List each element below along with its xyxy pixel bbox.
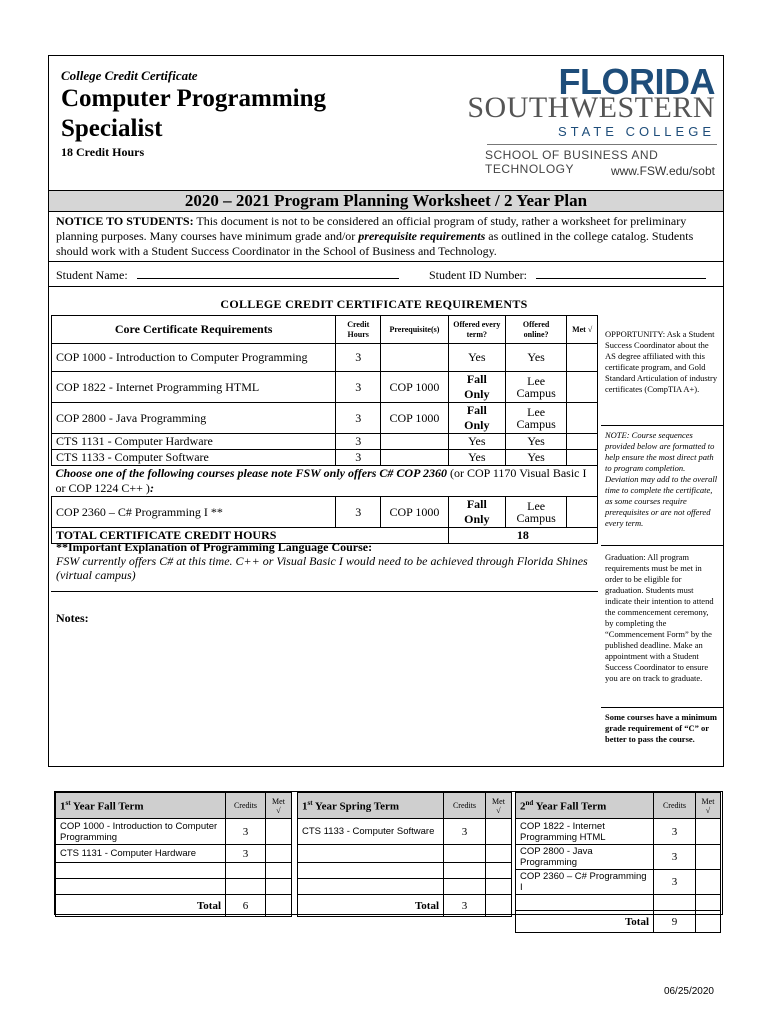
met-header: Met √: [696, 793, 721, 819]
met-checkbox[interactable]: [266, 819, 292, 845]
met-header: Met √: [486, 793, 512, 819]
table-row: [52, 434, 598, 450]
total-label: TOTAL CERTIFICATE CREDIT HOURS: [52, 528, 449, 544]
met-checkbox[interactable]: [486, 879, 512, 895]
course-term: Fall Only: [448, 403, 505, 434]
term-table: [55, 792, 292, 917]
term-course: COP 2360 – C# Programming I: [516, 870, 654, 895]
graduation-note: Graduation: All program requirements must be met in order to be eligible for graduation. Students must indicate their intention to attend the commencement ceremony, by completing the “Commencement Form” by the published deadline. Make an appointment with a Student Success Coordinator to ensure you are on track to graduate.: [601, 545, 723, 707]
credits-header: Credits: [226, 793, 266, 819]
term-credit: 3: [444, 819, 486, 845]
notes-label: Notes:: [56, 611, 89, 625]
term-title: 2nd Year Fall Term: [516, 793, 654, 819]
term-course: [516, 895, 654, 911]
table-row: [52, 497, 598, 528]
header-online: Offered online?: [505, 316, 566, 344]
logo-southwestern: SOUTHWESTERN: [467, 91, 715, 124]
met-checkbox[interactable]: [486, 895, 512, 917]
met-checkbox[interactable]: [266, 863, 292, 879]
met-checkbox[interactable]: [486, 863, 512, 879]
divider: [49, 261, 723, 262]
choose-emphasis: Choose one of the following courses please note FSW only offers C# COP 2360: [55, 466, 447, 480]
met-checkbox[interactable]: [567, 450, 598, 466]
course-name: COP 2800 - Java Programming: [52, 403, 336, 434]
course-term: Fall Only: [448, 497, 505, 528]
course-online: Lee Campus: [505, 497, 566, 528]
logo-divider: [487, 144, 717, 145]
credits-header: Credits: [654, 793, 696, 819]
term-credit: 3: [226, 845, 266, 863]
course-name: CTS 1131 - Computer Hardware: [52, 434, 336, 450]
course-online: Lee Campus: [505, 403, 566, 434]
term-total-label: Total: [516, 911, 654, 933]
course-term: Yes: [448, 434, 505, 450]
language-explanation: [56, 540, 596, 582]
term-credit: [654, 895, 696, 911]
term-credit: 3: [226, 819, 266, 845]
course-term: Fall Only: [448, 372, 505, 403]
met-checkbox[interactable]: [696, 819, 721, 845]
notice-label: NOTICE TO STUDENTS:: [56, 214, 194, 228]
term-course: [298, 845, 444, 863]
course-term: Yes: [448, 450, 505, 466]
footer-date: 06/25/2020: [663, 986, 714, 997]
course-prereq: [381, 344, 448, 372]
course-credit: 3: [336, 450, 381, 466]
met-checkbox[interactable]: [266, 879, 292, 895]
table-row: [52, 403, 598, 434]
term-table: [515, 792, 721, 933]
met-checkbox[interactable]: [567, 434, 598, 450]
course-name: COP 1822 - Internet Programming HTML: [52, 372, 336, 403]
term-course: [56, 863, 226, 879]
term-credit: [444, 863, 486, 879]
choose-row: [52, 466, 598, 497]
term-year1-spring: [297, 792, 512, 914]
program-title-line1: Computer Programming: [61, 85, 327, 112]
course-online: Yes: [505, 344, 566, 372]
term-course: COP 1822 - Internet Programming HTML: [516, 819, 654, 845]
total-value: 18: [448, 528, 597, 544]
certificate-label: College Credit Certificate: [61, 68, 198, 83]
course-prereq: [381, 434, 448, 450]
course-credit: 3: [336, 344, 381, 372]
term-credit: 3: [654, 845, 696, 870]
course-prereq: COP 1000: [381, 372, 448, 403]
term-year1-fall: [55, 792, 292, 914]
met-checkbox[interactable]: [696, 870, 721, 895]
logo-school: SCHOOL OF BUSINESS AND TECHNOLOGY: [485, 148, 659, 176]
student-name-label: Student Name:: [56, 268, 128, 282]
course-online: Yes: [505, 434, 566, 450]
header-course: Core Certificate Requirements: [52, 316, 336, 344]
minimum-grade-note: Some courses have a minimum grade requirement of “C” or better to pass the course.: [601, 707, 723, 745]
term-total: 9: [654, 911, 696, 933]
sequence-note: NOTE: Course sequences provided below are formatted to help ensure the most direct path to program completion. Deviation may add to the overall time to complete the certificate, as some courses require prerequisites or are not offered every term.: [601, 425, 723, 545]
term-credit: [444, 845, 486, 863]
met-checkbox[interactable]: [567, 344, 598, 372]
term-course: CTS 1133 - Computer Software: [298, 819, 444, 845]
met-checkbox[interactable]: [567, 497, 598, 528]
notice-emphasis: prerequisite requirements: [358, 229, 486, 243]
met-checkbox[interactable]: [696, 895, 721, 911]
course-prereq: COP 1000: [381, 497, 448, 528]
term-total: 3: [444, 895, 486, 917]
course-name: CTS 1133 - Computer Software: [52, 450, 336, 466]
term-course: COP 1000 - Introduction to Computer Programming: [56, 819, 226, 845]
plan-title: 2020 – 2021 Program Planning Worksheet / 2 Year Plan: [49, 190, 723, 212]
divider: [49, 286, 723, 287]
met-checkbox[interactable]: [486, 845, 512, 863]
term-credit: 3: [654, 870, 696, 895]
met-header: Met √: [266, 793, 292, 819]
course-prereq: COP 1000: [381, 403, 448, 434]
opportunity-note: OPPORTUNITY: Ask a Student Success Coordinator about the AS degree affiliated with this certificate program, and Gold Standard Articulation of industry certificates (CompTIA A+).: [605, 329, 718, 394]
course-credit: 3: [336, 372, 381, 403]
course-credit: 3: [336, 403, 381, 434]
credit-hours: 18 Credit Hours: [61, 145, 145, 159]
credits-header: Credits: [444, 793, 486, 819]
program-title-line2: Specialist: [61, 115, 163, 142]
term-credit: 3: [654, 819, 696, 845]
notice-text-1: This document is not to be considered an official program of study, rather a worksheet for preliminary planning purposes. Many courses have minimum grade and/or: [56, 214, 687, 243]
course-credit: 3: [336, 497, 381, 528]
logo-florida: FLORIDA: [558, 61, 715, 102]
met-checkbox[interactable]: [486, 819, 512, 845]
course-online: Lee Campus: [505, 372, 566, 403]
met-checkbox[interactable]: [696, 845, 721, 870]
term-course: COP 2800 - Java Programming: [516, 845, 654, 870]
requirements-header-row: [52, 316, 598, 344]
met-checkbox[interactable]: [567, 372, 598, 403]
explanation-body: FSW currently offers C# at this time. C++ or Visual Basic I would need to be achieved through Florida Shines (virtual campus): [56, 554, 588, 582]
term-course: [298, 863, 444, 879]
worksheet-frame: [48, 55, 724, 767]
table-row: [52, 344, 598, 372]
logo-url[interactable]: www.FSW.edu/sobt: [610, 164, 715, 178]
term-course: [298, 879, 444, 895]
term-total-label: Total: [56, 895, 226, 917]
term-title: 1st Year Fall Term: [56, 793, 226, 819]
student-id-line[interactable]: [536, 268, 706, 279]
header: [49, 56, 723, 190]
term-title: 1st Year Spring Term: [298, 793, 444, 819]
student-name-line[interactable]: [137, 268, 399, 279]
logo-state-college: STATE COLLEGE: [558, 124, 715, 139]
term-table: [297, 792, 512, 917]
met-checkbox[interactable]: [266, 895, 292, 917]
course-online: Yes: [505, 450, 566, 466]
notice: [56, 214, 721, 259]
course-name: COP 2360 – C# Programming I **: [52, 497, 336, 528]
student-name-field[interactable]: [56, 268, 399, 283]
two-year-plan: [54, 791, 723, 928]
divider: [51, 591, 598, 592]
course-term: Yes: [448, 344, 505, 372]
header-credit: Credit Hours: [336, 316, 381, 344]
sidebar: [601, 315, 723, 745]
course-credit: 3: [336, 434, 381, 450]
term-credit: [226, 863, 266, 879]
header-met: Met √: [567, 316, 598, 344]
header-term: Offered every term?: [448, 316, 505, 344]
choose-instruction: [52, 466, 598, 497]
requirements-table: [51, 315, 598, 544]
met-checkbox[interactable]: [696, 911, 721, 933]
term-course: [56, 879, 226, 895]
notice-text-2: as outlined in the college catalog. Students should work with a Student Success Coordinator in the School of Business and Technology.: [56, 229, 694, 258]
course-name: COP 1000 - Introduction to Computer Programming: [52, 344, 336, 372]
met-checkbox[interactable]: [567, 403, 598, 434]
term-total-label: Total: [298, 895, 444, 917]
term-total: 6: [226, 895, 266, 917]
student-id-field[interactable]: [429, 268, 706, 283]
table-row: [52, 450, 598, 466]
table-row: [52, 372, 598, 403]
program-title: [61, 84, 326, 144]
met-checkbox[interactable]: [266, 845, 292, 863]
requirements-title: COLLEGE CREDIT CERTIFICATE REQUIREMENTS: [220, 297, 528, 311]
fsw-logo: [467, 61, 721, 182]
choose-colon: :: [149, 481, 154, 495]
explanation-heading: **Important Explanation of Programming Language Course:: [56, 540, 373, 554]
term-year2-fall: [515, 792, 721, 928]
term-credit: [444, 879, 486, 895]
choose-rest: (or COP 1170 Visual Basic I or COP 1224 C++ ): [55, 466, 587, 495]
header-prereq: Prerequisite(s): [381, 316, 448, 344]
course-prereq: [381, 450, 448, 466]
term-course: CTS 1131 - Computer Hardware: [56, 845, 226, 863]
student-id-label: Student ID Number:: [429, 268, 527, 282]
term-credit: [226, 879, 266, 895]
